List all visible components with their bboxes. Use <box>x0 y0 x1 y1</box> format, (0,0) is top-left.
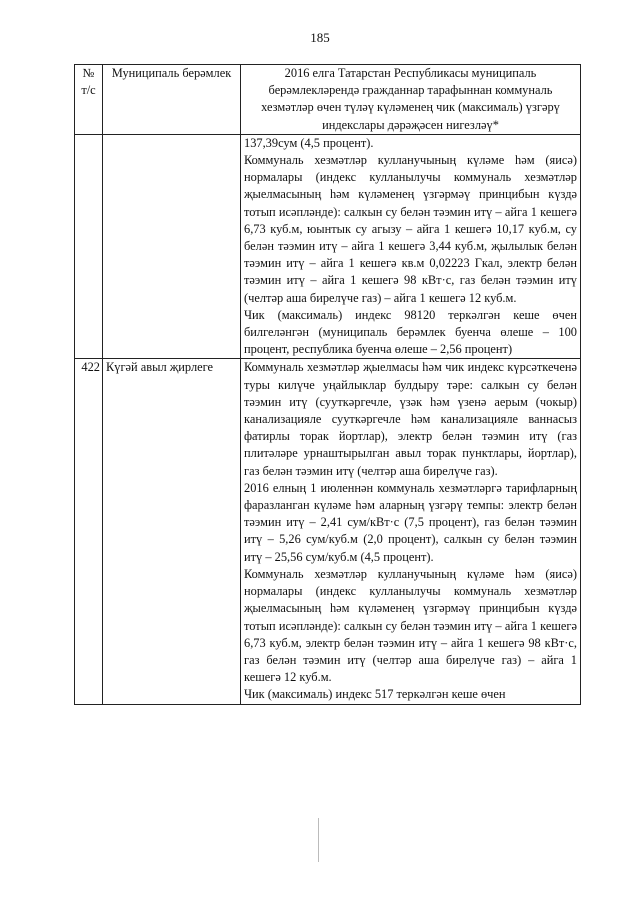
row-description <box>241 359 581 704</box>
row-number <box>75 134 103 359</box>
header-municipality: Муниципаль берәмлек <box>103 65 241 135</box>
description-paragraph: 2016 елның 1 июленнән коммуналь хезмәтләргә тарифларның фаразланган күләме һәм аларның үзгәрү темпы: электр белән тәэмин итү – 2,41 сум/кВт·с (7,5 процент), газ белән тәэмин итү – 5,26 сум/куб.м (2,0 процент), салкын су белән тәэмин итү – 25,56 сум/куб.м (4,5 процент). <box>244 480 577 564</box>
header-description: 2016 елга Татарстан Республикасы муниципаль берәмлекләрендә гражданнар тарафыннан коммуналь хезмәтләр өчен түләү күләменең чик (максималь) үзгәрү индекслары дәрәҗәсен нигезләү* <box>241 65 581 135</box>
description-paragraph: Коммуналь хезмәтләр җыелмасы һәм чик индекс күрсәткеченә туры килүче уңайлыклар булдыру тәре: салкын су белән тәэмин итү (сууткәргечле, үзәк һәм үзенә аерым (чокыр) канализацияле сууткәргечле һәм канализацияле ваннасыз фатирлы торак йортлар), электр белән тәэмин итү (газ плитәләре урнаштырылган авыл торак пунктлары, йортлар), газ белән тәэмин итү (челтәр аша бирелүче газ). <box>244 360 577 478</box>
description-paragraph: Коммуналь хезмәтләр кулланучының күләме һәм (яисә) нормалары (индекс кулланылучы коммуналь хезмәтләр җыелмасының һәм күләменең үзгәрмәү принцибын күздә тотып исәпләнде): салкын су белән тәэмин итү – айга 1 кешегә 6,73 куб.м, юынтык су агызу – айга 1 кешегә 10,17 куб.м, су белән тәэмин итү – айга 1 кешегә 3,44 куб.м, җылылык белән тәэмин итү – айга 1 кешегә кв.м 0,02223 Гкал, электр белән тәэмин итү – айга 1 кешегә 98 кВт·с, газ белән тәэмин итү (челтәр аша бирелүче газ) – айга 1 кешегә 12 куб.м. <box>244 153 577 305</box>
indices-table <box>74 64 581 705</box>
page-number: 185 <box>310 30 330 45</box>
row-number: 422 <box>75 359 103 704</box>
table-row <box>75 134 581 359</box>
row-description <box>241 134 581 359</box>
header-number: № т/с <box>75 65 103 135</box>
row-municipality <box>103 134 241 359</box>
margin-mark <box>318 818 319 862</box>
description-paragraph: Чик (максималь) индекс 517 теркәлгән кеше өчен <box>244 687 506 702</box>
description-paragraph: Чик (максималь) индекс 98120 теркәлгән кеше өчен билгеләнгән (муниципаль берәмлек буенча өлеше – 100 процент, республика буенча өлеше – 2,56 процент) <box>244 307 577 357</box>
row-municipality: Күгәй авыл җирлеге <box>103 359 241 704</box>
description-paragraph: 137,39сум (4,5 процент). <box>244 135 374 150</box>
table-body <box>75 134 581 704</box>
table-header-row <box>75 65 581 135</box>
table-row <box>75 359 581 704</box>
description-paragraph: Коммуналь хезмәтләр кулланучының күләме һәм (яисә) нормалары (индекс кулланылучы коммуналь хезмәтләр җыелмасының һәм күләменең үзгәрмәү принцибын күздә тотып исәпләнде): салкын су белән тәэмин итү – айга 1 кешегә 6,73 куб.м, электр белән тәэмин итү – айга 1 кешегә 98 кВт·с, газ белән тәэмин итү (челтәр аша бирелүче газ) – айга 1 кешегә 12 куб.м. <box>244 566 577 685</box>
